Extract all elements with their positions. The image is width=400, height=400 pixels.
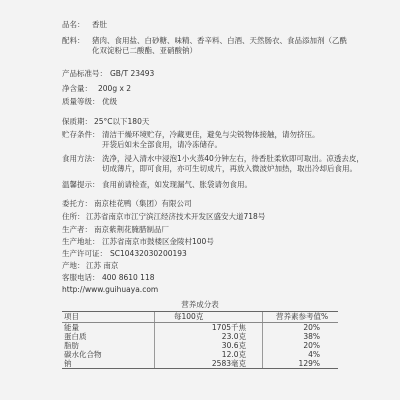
shelf-life-value: 25°C以下180天 [94,117,150,126]
nutrient-amount: 12.0克 [221,350,246,359]
usage-value-1: 洗净，浸入清水中浸泡1小火蒸40分钟左右，待香肚柔软即可取出。凉透去皮， [102,154,364,163]
nutrition-table-title: 营养成分表 [181,300,219,309]
standard-label: 产品标准号： [62,69,107,78]
nutrient-name: 蛋白质 [64,332,87,341]
nutrient-nrv: 129% [298,359,320,368]
nutrient-amount: 2583毫克 [211,359,246,368]
address-label: 住所： [62,212,85,221]
nutrition-table [62,311,338,369]
net-content-label: 净含量： [62,84,92,93]
table-row [62,350,338,359]
entrust-label: 委托方： [62,199,92,208]
hotline-label: 客服电话： [62,273,100,282]
nutrient-amount: 23.0克 [221,332,246,341]
nutrient-nrv: 20% [303,323,320,332]
nutrient-amount: 1705千焦 [211,323,246,332]
nutrition-header-nrv: 营养素参考值% [276,312,329,321]
nutrient-nrv: 38% [303,332,320,341]
nutrition-header-per100: 每100克 [174,312,204,321]
product-name-value: 香肚 [92,20,107,29]
maker-label: 生产者： [62,225,92,234]
nutrient-nrv: 4% [308,350,320,359]
table-row [62,359,338,368]
license-value: SC10432030200193 [110,249,187,258]
grade-label: 质量等级： [62,97,100,106]
nutrient-nrv: 20% [303,341,320,350]
maker-value: 南京紫荆花腌腊制品厂 [94,225,169,234]
nutrition-header-item: 项目 [64,312,79,321]
website-link[interactable]: http://www.guihuaya.com [62,285,159,294]
nutrient-name: 碳水化合物 [64,350,102,359]
usage-label: 食用方法： [62,154,100,163]
address-value: 江苏省南京市江宁滨江经济技术开发区盛安大道718号 [86,212,266,221]
grade-value: 优级 [102,97,117,106]
nutrient-name: 能量 [64,323,79,332]
nutrient-amount: 30.6克 [221,341,246,350]
tip-value: 食用前请检查，如发现漏气、胀袋请勿食用。 [102,180,252,189]
nutrient-name: 脂肪 [64,341,79,350]
nutrient-name: 钠 [64,359,72,368]
table-row [62,341,338,350]
ingredients-value-1: 猪肉、食用盐、白砂糖、味精、香辛料、白酒、天然肠衣、食品添加剂（乙酰 [92,36,347,45]
nutrition-header-row [62,312,338,323]
maker-address-label: 生产地址： [62,237,100,246]
hotline-value: 400 8610 118 [102,273,155,282]
net-content-value: 200g x 2 [98,84,132,93]
origin-value: 江苏 南京 [86,261,119,270]
usage-value-2: 切成薄片，即可食用，亦可生切成片，再放入微波炉加热，取出冷却后食用。 [102,164,357,173]
product-name-label: 品名： [62,20,85,29]
origin-label: 产地： [62,261,85,270]
table-row [62,323,338,332]
maker-address-value: 江苏省南京市鼓楼区金陵村100号 [102,237,214,246]
license-label: 生产许可证： [62,249,107,258]
ingredients-label: 配料： [62,36,85,45]
storage-value-2: 开袋后如未全部食用，请冷冻储存。 [102,140,222,149]
ingredients-value-2: 化双淀粉已二酸酯、亚硝酸钠） [92,46,197,55]
tip-label: 温馨提示： [62,180,100,189]
standard-value: GB/T 23493 [110,69,155,78]
storage-label: 贮存条件： [62,130,100,139]
shelf-life-label: 保质期： [62,117,92,126]
entrust-value: 南京桂花鸭（集团）有限公司 [94,199,192,208]
storage-value-1: 清洁干燥环境贮存，冷藏更佳，避免与尖锐物体接触，请勿挤压。 [102,130,320,139]
table-row [62,332,338,341]
